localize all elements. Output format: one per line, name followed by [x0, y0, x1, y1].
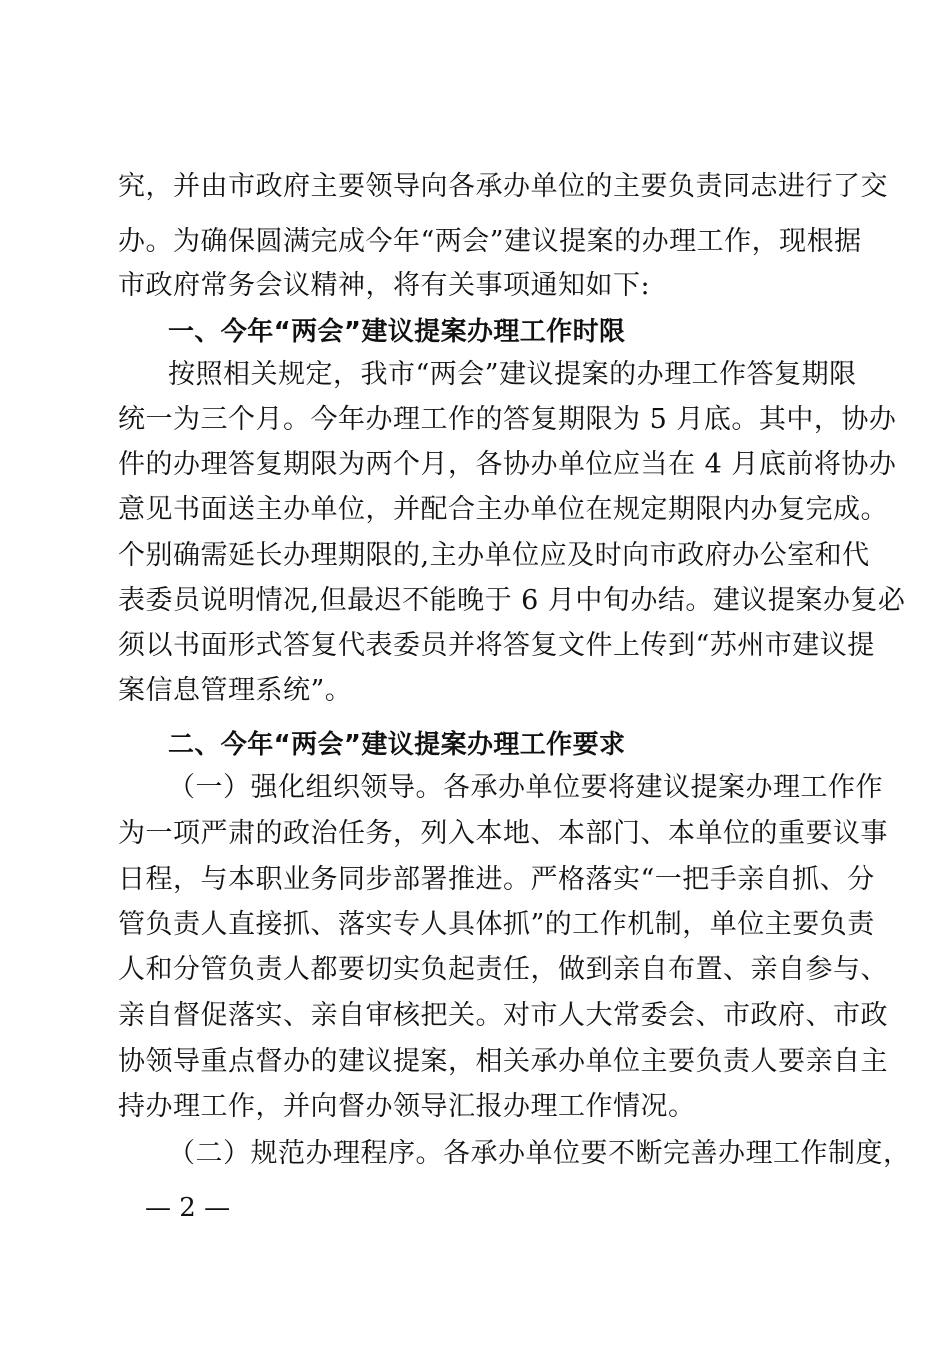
body-line: 究，并由市政府主要领导向各承办单位的主要负责同志进行了交: [118, 171, 888, 202]
body-line: 协领导重点督办的建议提案，相关承办单位主要负责人要亲自主: [118, 1046, 888, 1077]
subsection-paragraph-line: （二）规范办理程序。各承办单位要不断完善办理工作制度，: [168, 1138, 911, 1169]
body-line: 为一项严肃的政治任务，列入本地、本部门、本单位的重要议事: [118, 818, 888, 849]
body-line: 办。为确保圆满完成今年“两会”建议提案的办理工作，现根据: [118, 226, 862, 257]
body-line: 按照相关规定，我市“两会”建议提案的办理工作答复期限: [168, 359, 857, 390]
body-line: 案信息管理系统”。: [118, 675, 353, 706]
body-line: 人和分管负责人都要切实负起责任，做到亲自布置、亲自参与、: [118, 954, 888, 985]
body-line: 持办理工作，并向督办领导汇报办理工作情况。: [118, 1091, 696, 1122]
body-line: 市政府常务会议精神，将有关事项通知如下:: [118, 270, 651, 301]
body-line: 亲自督促落实、亲自审核把关。对市人大常委会、市政府、市政: [118, 1000, 888, 1031]
body-line: 件的办理答复期限为两个月，各协办单位应当在 4 月底前将协办: [118, 449, 897, 480]
body-line: 管负责人直接抓、落实专人具体抓”的工作机制，单位主要负责: [118, 909, 875, 940]
section-heading: 一、今年“两会”建议提案办理工作时限: [168, 317, 626, 347]
body-line: 统一为三个月。今年办理工作的答复期限为 5 月底。其中，协办: [118, 404, 897, 435]
page-number: — 2 —: [145, 1193, 231, 1223]
body-line: 表委员说明情况,但最迟不能晚于 6 月中旬办结。建议提案办复必: [118, 585, 906, 616]
body-line: 意见书面送主办单位，并配合主办单位在规定期限内办复完成。: [118, 494, 888, 525]
body-line: 个别确需延长办理期限的,主办单位应及时向市政府办公室和代: [118, 540, 870, 571]
subsection-paragraph-line: （一）强化组织领导。各承办单位要将建议提案办理工作作: [168, 772, 883, 803]
section-heading: 二、今年“两会”建议提案办理工作要求: [168, 730, 626, 760]
body-line: 须以书面形式答复代表委员并将答复文件上传到“苏州市建议提: [118, 630, 875, 661]
body-line: 日程，与本职业务同步部署推进。严格落实“一把手亲自抓、分: [118, 864, 875, 895]
